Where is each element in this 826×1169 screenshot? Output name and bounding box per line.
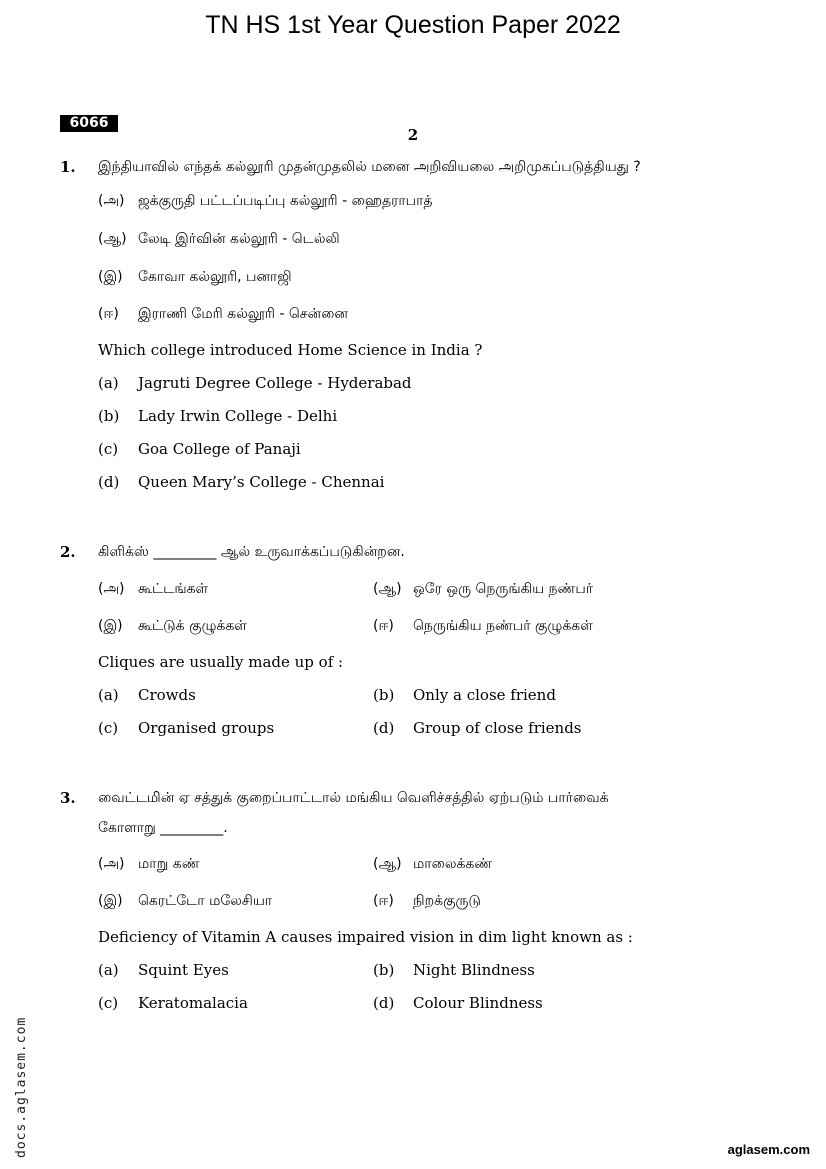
option-english (98, 719, 274, 737)
question-number: 1. (60, 158, 76, 176)
question-text-tamil: கிளிக்ஸ் _________ ஆல் உருவாக்கப்படுகின்றன. (98, 544, 405, 560)
option-label: (ஈ) (373, 893, 394, 909)
option-text: கெரட்டோ மலேசியா (138, 893, 273, 909)
option-text: நிறக்குருடு (413, 893, 481, 909)
option-english (373, 719, 582, 737)
option-label: (a) (98, 374, 119, 392)
option-text: ஒரே ஒரு நெருங்கிய நண்பர் (413, 581, 594, 597)
option-label: (ஆ) (373, 856, 402, 872)
option-label: (b) (373, 686, 395, 704)
option-label: (ஆ) (98, 231, 127, 247)
option-text: ஜக்குருதி பட்டப்படிப்பு கல்லூரி - ஹைதராபாத் (138, 193, 433, 209)
footer-watermark: aglasem.com (727, 1142, 810, 1157)
option-tamil (373, 892, 481, 910)
option-tamil (98, 580, 208, 598)
option-text: கோவா கல்லூரி, பனாஜி (138, 269, 292, 285)
option-text: Queen Mary’s College - Chennai (138, 473, 385, 491)
option-english (98, 473, 384, 491)
option-label: (d) (373, 719, 395, 737)
page-title: TN HS 1st Year Question Paper 2022 (205, 11, 621, 39)
option-tamil (98, 192, 433, 210)
question-number: 3. (60, 789, 76, 807)
option-text: மாறு கண் (138, 856, 200, 872)
option-english (98, 440, 301, 458)
option-label: (a) (98, 961, 119, 979)
option-english (98, 686, 196, 704)
option-label: (d) (98, 473, 120, 491)
option-text: Colour Blindness (413, 994, 543, 1012)
option-tamil (373, 580, 593, 598)
option-english (373, 994, 543, 1012)
option-label: (இ) (98, 269, 123, 285)
option-english (98, 407, 337, 425)
option-label: (அ) (98, 193, 125, 209)
option-text: இராணி மேரி கல்லூரி - சென்னை (138, 306, 348, 322)
option-text: Goa College of Panaji (138, 440, 301, 458)
option-label: (ஆ) (373, 581, 402, 597)
question-text-english: Which college introduced Home Science in India ? (98, 341, 483, 359)
option-text: நெருங்கிய நண்பர் குழுக்கள் (413, 618, 593, 634)
option-label: (அ) (98, 856, 125, 872)
option-tamil (98, 892, 272, 910)
question-text-tamil: வைட்டமின் ஏ சத்துக் குறைப்பாட்டால் மங்கிய வெளிச்சத்தில் ஏற்படும் பார்வைக் (98, 790, 609, 806)
option-english (373, 961, 535, 979)
option-label: (d) (373, 994, 395, 1012)
option-tamil (98, 230, 340, 248)
option-text: கூட்டங்கள் (138, 581, 209, 597)
option-label: (b) (373, 961, 395, 979)
option-label: (a) (98, 686, 119, 704)
question-number: 2. (60, 543, 76, 561)
option-tamil (373, 855, 492, 873)
option-text: Only a close friend (413, 686, 556, 704)
option-text: Group of close friends (413, 719, 582, 737)
option-label: (c) (98, 440, 119, 458)
option-tamil (98, 268, 292, 286)
option-label: (இ) (98, 893, 123, 909)
option-text: Squint Eyes (138, 961, 229, 979)
option-label: (ஈ) (98, 306, 119, 322)
question-text-tamil-continued: கோளாறு _________. (98, 820, 228, 836)
option-label: (c) (98, 994, 119, 1012)
option-label: (b) (98, 407, 120, 425)
option-label: (c) (98, 719, 119, 737)
option-tamil (98, 617, 247, 635)
option-text: Organised groups (138, 719, 275, 737)
question-text-english: Deficiency of Vitamin A causes impaired vision in dim light known as : (98, 928, 633, 946)
question-text-english: Cliques are usually made up of : (98, 653, 344, 671)
option-text: லேடி இர்வின் கல்லூரி - டெல்லி (138, 231, 340, 247)
option-tamil (98, 855, 200, 873)
option-english (98, 374, 412, 392)
question-text-tamil: இந்தியாவில் எந்தக் கல்லூரி முதன்முதலில் மனை அறிவியலை அறிமுகப்படுத்தியது ? (98, 159, 641, 175)
option-tamil (98, 305, 348, 323)
option-tamil (373, 617, 593, 635)
option-text: கூட்டுக் குழுக்கள் (138, 618, 247, 634)
option-text: Night Blindness (413, 961, 535, 979)
option-english (98, 994, 248, 1012)
page-number: 2 (407, 126, 419, 144)
option-label: (அ) (98, 581, 125, 597)
option-text: Lady Irwin College - Delhi (138, 407, 338, 425)
paper-code-badge: 6066 (60, 115, 118, 132)
option-text: Crowds (138, 686, 196, 704)
option-english (373, 686, 556, 704)
side-watermark: docs.aglasem.com (14, 1016, 29, 1158)
option-text: Jagruti Degree College - Hyderabad (138, 374, 412, 392)
option-text: Keratomalacia (138, 994, 248, 1012)
option-label: (ஈ) (373, 618, 394, 634)
option-text: மாலைக்கண் (413, 856, 493, 872)
option-english (98, 961, 229, 979)
option-label: (இ) (98, 618, 123, 634)
